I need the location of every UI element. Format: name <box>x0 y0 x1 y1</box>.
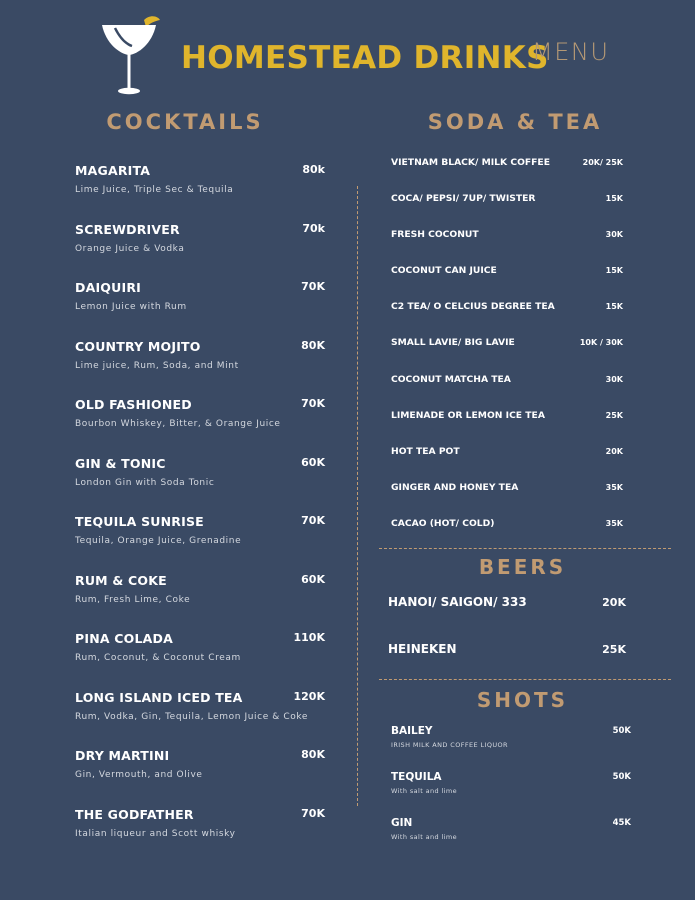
cocktail-name: RUM & COKE <box>75 572 167 588</box>
soda-tea-price: 30K <box>605 230 623 240</box>
shot-description: IRISH MILK AND COFFEE LIQUOR <box>391 741 508 749</box>
cocktail-price: 110K <box>293 631 325 644</box>
menu-title: HOMESTEAD DRINKS <box>181 40 549 76</box>
cocktail-item <box>75 222 327 281</box>
soda-tea-name: GINGER AND HONEY TEA <box>391 481 519 493</box>
soda-tea-price: 15K <box>605 194 623 204</box>
beer-item <box>388 595 626 642</box>
cocktail-description: Orange Juice & Vodka <box>75 243 185 254</box>
cocktail-price: 70K <box>301 514 325 527</box>
soda-tea-name: COCONUT CAN JUICE <box>391 265 497 277</box>
soda-tea-item <box>391 229 623 265</box>
shot-name: TEQUILA <box>391 771 442 783</box>
soda-tea-price: 15K <box>605 302 623 312</box>
cocktails-list <box>75 163 327 865</box>
beer-item <box>388 642 626 689</box>
soda-tea-price: 25K <box>605 410 623 420</box>
section-title-beers: BEERS <box>478 555 567 579</box>
cocktail-price: 80K <box>301 748 325 761</box>
soda-tea-price: 20K <box>605 446 623 456</box>
cocktail-item <box>75 163 327 222</box>
column-divider <box>357 186 358 806</box>
cocktail-item <box>75 339 327 398</box>
shot-price: 50K <box>612 726 631 736</box>
cocktail-item <box>75 631 327 690</box>
cocktail-price: 60K <box>301 572 325 586</box>
cocktail-name: TEQUILA SUNRISE <box>75 514 204 529</box>
cocktail-description: Gin, Vermouth, and Olive <box>75 770 203 780</box>
cocktail-description: Rum, Vodka, Gin, Tequila, Lemon Juice & Coke <box>75 711 309 722</box>
cocktail-description: Lime Juice, Triple Sec & Tequila <box>75 185 234 195</box>
cocktail-name: COUNTRY MOJITO <box>75 338 201 354</box>
soda-tea-name: SMALL LAVIE/ BIG LAVIE <box>391 337 515 349</box>
shots-list <box>391 725 631 863</box>
cocktail-price: 80k <box>302 163 325 176</box>
cocktail-item <box>75 456 327 515</box>
beer-name: HANOI/ SAIGON/ 333 <box>388 595 527 609</box>
shot-description: With salt and lime <box>391 787 458 795</box>
cocktail-name: PINA COLADA <box>75 631 173 646</box>
cocktail-item <box>75 397 327 456</box>
soda-tea-name: HOT TEA POT <box>391 445 460 457</box>
shot-item <box>391 725 631 771</box>
cocktail-item <box>75 807 327 866</box>
soda-tea-name: VIETNAM BLACK/ MILK COFFEE <box>391 157 550 168</box>
soda-tea-name: COCA/ PEPSI/ 7UP/ TWISTER <box>391 193 536 205</box>
cocktail-description: Lemon Juice with Rum <box>75 302 187 312</box>
shot-item <box>391 771 631 817</box>
soda-tea-item <box>391 518 623 554</box>
soda-tea-item <box>391 482 623 518</box>
cocktail-item <box>75 573 327 632</box>
cocktail-name: GIN & TONIC <box>75 455 166 471</box>
cocktail-price: 120K <box>293 689 325 703</box>
soda-tea-item <box>391 301 623 337</box>
shot-item <box>391 817 631 863</box>
cocktail-name: SCREWDRIVER <box>75 221 180 237</box>
cocktail-price: 60K <box>301 455 325 469</box>
soda-tea-item <box>391 157 623 193</box>
cocktail-name: LONG ISLAND ICED TEA <box>75 689 243 705</box>
cocktail-description: Bourbon Whiskey, Bitter, & Orange Juice <box>75 419 281 429</box>
soda-tea-name: C2 TEA/ O CELCIUS DEGREE TEA <box>391 301 555 313</box>
cocktail-name: DAIQUIRI <box>75 280 142 295</box>
cocktail-description: Rum, Coconut, & Coconut Cream <box>75 653 241 663</box>
soda-tea-list <box>391 157 623 554</box>
cocktail-price: 70K <box>301 397 325 410</box>
soda-tea-item <box>391 337 623 373</box>
cocktail-price: 80K <box>301 338 325 352</box>
cocktail-description: Tequila, Orange Juice, Grenadine <box>75 536 242 546</box>
soda-tea-item <box>391 374 623 410</box>
soda-tea-name: COCONUT MATCHA TEA <box>391 373 511 385</box>
soda-tea-item <box>391 410 623 446</box>
beers-list <box>388 595 626 689</box>
cocktail-price: 70K <box>301 280 325 293</box>
section-title-shots: SHOTS <box>476 688 569 712</box>
shot-description: With salt and lime <box>391 833 458 841</box>
soda-tea-item <box>391 193 623 229</box>
cocktail-description: Italian liqueur and Scott whisky <box>75 828 236 839</box>
soda-tea-price: 35K <box>605 482 623 492</box>
soda-tea-item <box>391 265 623 301</box>
cocktail-description: London Gin with Soda Tonic <box>75 477 215 488</box>
soda-tea-item <box>391 446 623 482</box>
cocktail-item <box>75 280 327 339</box>
cocktail-description: Rum, Fresh Lime, Coke <box>75 594 191 605</box>
cocktail-item <box>75 514 327 573</box>
soda-tea-price: 15K <box>605 266 623 276</box>
soda-tea-price: 10K / 30K <box>579 338 623 348</box>
shot-name: GIN <box>391 817 413 829</box>
beer-price: 25K <box>602 643 626 656</box>
cocktail-price: 70K <box>301 806 325 820</box>
soda-tea-price: 20K/ 25K <box>582 158 623 167</box>
cocktail-item <box>75 748 327 807</box>
shot-price: 45K <box>612 818 631 828</box>
beer-name: HEINEKEN <box>388 642 457 656</box>
cocktail-name: OLD FASHIONED <box>75 397 192 412</box>
soda-tea-price: 30K <box>605 374 623 384</box>
section-title-soda-tea: SODA & TEA <box>427 110 603 134</box>
cocktail-name: THE GODFATHER <box>75 806 194 822</box>
beer-price: 20K <box>602 596 626 609</box>
menu-label: MENU <box>532 38 610 66</box>
cocktail-description: Lime juice, Rum, Soda, and Mint <box>75 360 239 371</box>
cocktail-glass-icon <box>100 14 162 96</box>
shot-price: 50K <box>612 772 631 782</box>
soda-tea-name: LIMENADE OR LEMON ICE TEA <box>391 409 545 421</box>
soda-tea-name: CACAO (HOT/ COLD) <box>391 517 495 529</box>
cocktail-name: MAGARITA <box>75 163 151 178</box>
soda-tea-name: FRESH COCONUT <box>391 229 479 241</box>
cocktail-name: DRY MARTINI <box>75 748 170 763</box>
soda-tea-price: 35K <box>605 518 623 528</box>
cocktail-item <box>75 690 327 749</box>
shot-name: BAILEY <box>391 725 433 737</box>
section-title-cocktails: COCKTAILS <box>106 110 264 134</box>
cocktail-price: 70k <box>302 221 325 235</box>
